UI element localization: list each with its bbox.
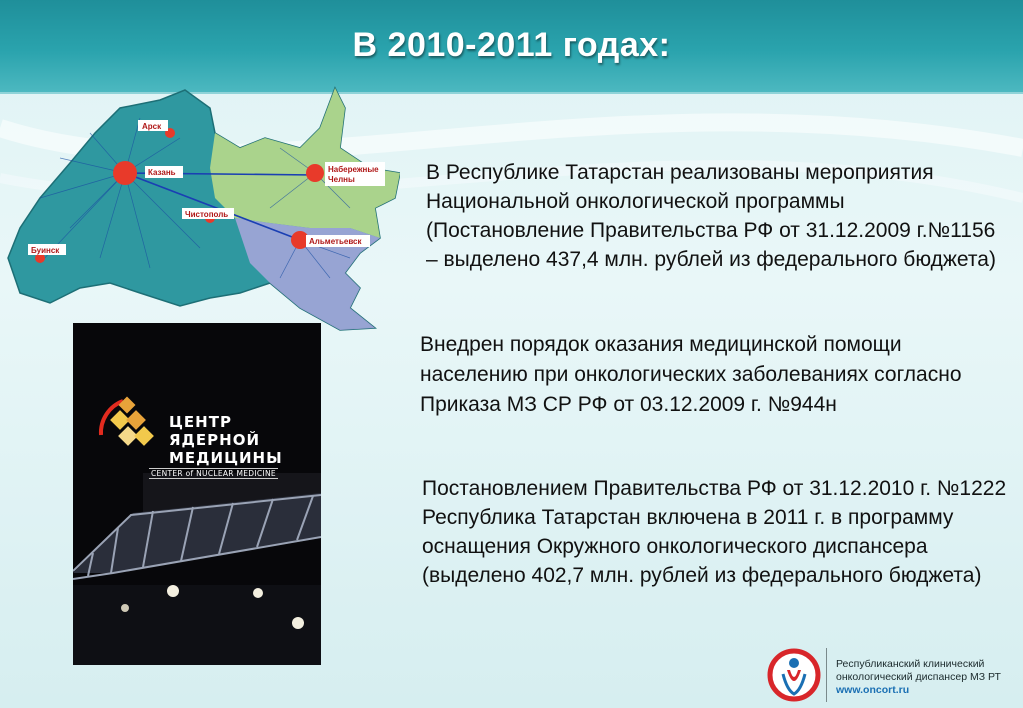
footer-divider	[826, 648, 827, 702]
nuclear-medicine-center-photo	[73, 323, 321, 665]
city-label-kazan: Казань	[148, 168, 176, 177]
city-label-chistopol: Чистополь	[185, 210, 229, 219]
footer-org-line-2: онкологический диспансер МЗ РТ	[836, 671, 1001, 683]
oncology-dispensary-logo-icon	[765, 646, 823, 704]
footer-org-line-1: Республиканский клинический	[836, 658, 985, 670]
footer-url-link[interactable]: www.oncort.ru	[836, 684, 910, 696]
city-label-buinsk: Буинск	[31, 246, 60, 255]
slide-title: В 2010-2011 годах:	[352, 26, 671, 64]
sign-line-medicine: МЕДИЦИНЫ	[169, 449, 283, 467]
paragraph-national-program: В Республике Татарстан реализованы мероприятия Национальной онкологической программы (Постановление Правительства РФ от 31.12.2009 г.№1156 – выделено 437,4 млн. рублей из федерального бюджета)	[426, 161, 996, 271]
sign-line-nuclear: ЯДЕРНОЙ	[169, 431, 261, 449]
city-label-chelny-1: Набережные	[328, 165, 379, 174]
sign-subtitle: CENTER of NUCLEAR MEDICINE	[151, 469, 276, 478]
paragraph-care-order: Внедрен порядок оказания медицинской помощи населению при онкологических заболеваниях согласно Приказа МЗ СР РФ от 03.12.2009 г. №944н	[420, 333, 962, 416]
city-label-arsk: Арск	[142, 122, 162, 131]
paragraph-equipment-program: Постановлением Правительства РФ от 31.12.2010 г. №1222 Республика Татарстан включена в 2011 г. в программу оснащения Окружного онкологического диспансера (выделено 402,7 млн. рублей из федерального бюджета)	[422, 477, 1007, 587]
sign-line-centre: ЦЕНТР	[169, 413, 232, 431]
tatarstan-map	[0, 78, 400, 338]
building-canopy-illustration	[73, 323, 321, 665]
city-label-almetievsk: Альметьевск	[309, 237, 362, 246]
city-label-chelny-2: Челны	[328, 175, 355, 184]
